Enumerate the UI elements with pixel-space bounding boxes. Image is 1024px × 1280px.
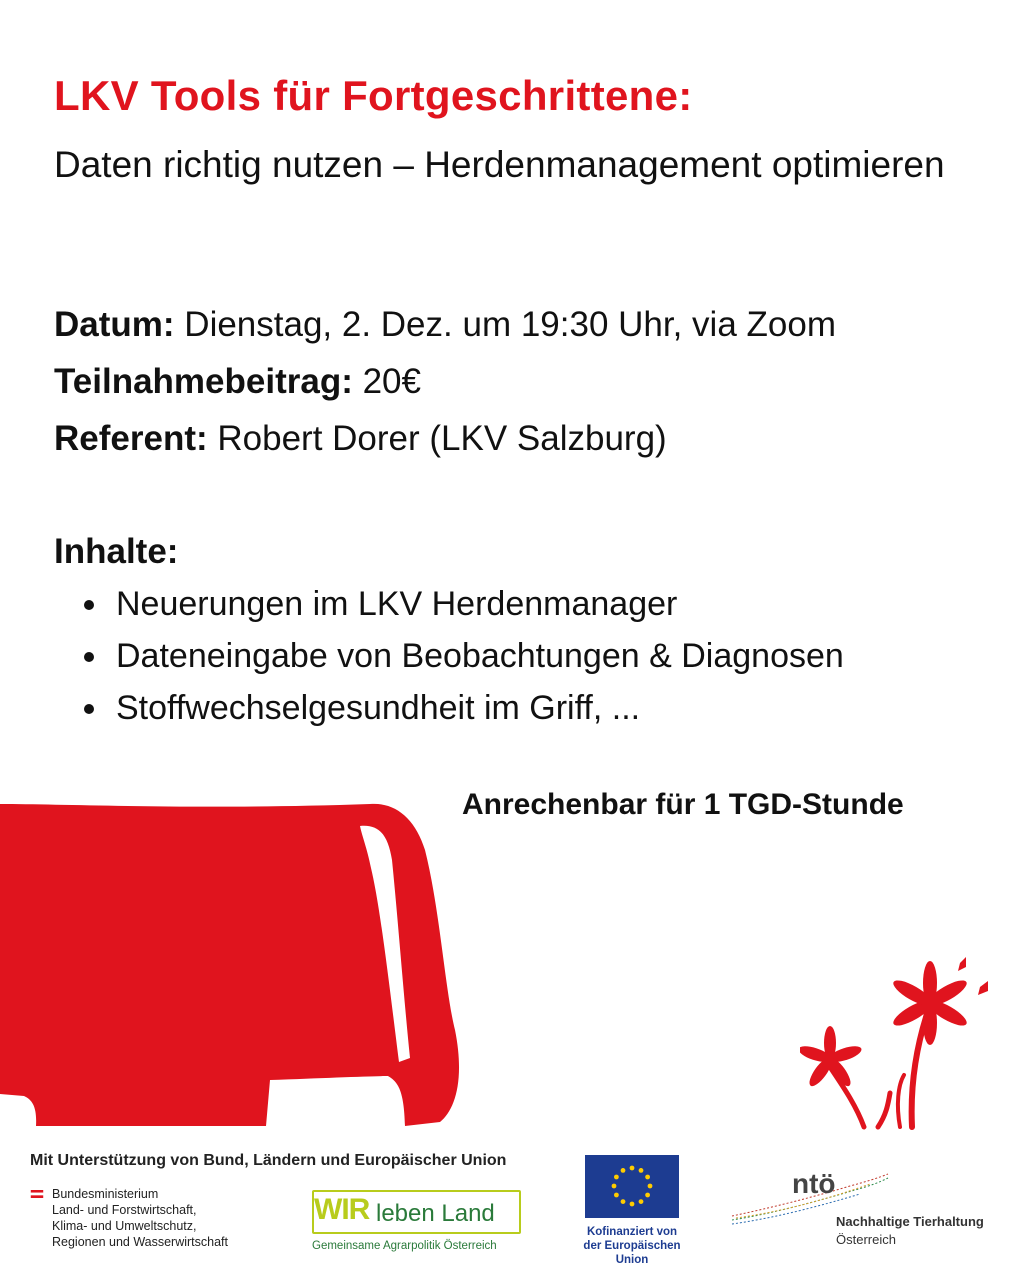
support-line: Mit Unterstützung von Bund, Ländern und Europäischer Union bbox=[30, 1152, 507, 1169]
date-line bbox=[54, 305, 836, 345]
speaker-label: Referent: bbox=[54, 419, 208, 458]
eu-flag-icon bbox=[585, 1155, 679, 1218]
cow-illustration bbox=[0, 790, 470, 1130]
austria-flag-icon bbox=[30, 1190, 44, 1198]
eu-caption: Kofinanziert von der Europäischen Union bbox=[583, 1226, 681, 1266]
list-item: Neuerungen im LKV Herdenmanager bbox=[80, 580, 844, 632]
fee-label: Teilnahmebeitrag: bbox=[54, 362, 353, 401]
wir-leben-land-logo bbox=[312, 1190, 527, 1260]
date-label: Datum: bbox=[54, 305, 175, 344]
fee-line bbox=[54, 362, 421, 402]
nto-logo bbox=[730, 1158, 1010, 1258]
flower-illustration bbox=[800, 955, 1000, 1130]
nto-country: Österreich bbox=[836, 1232, 896, 1247]
nto-tagline: Nachhaltige Tierhaltung bbox=[836, 1214, 984, 1229]
contents-heading: Inhalte: bbox=[54, 532, 179, 571]
ministry-line: Land- und Forstwirtschaft, bbox=[52, 1203, 197, 1217]
contents-list bbox=[80, 580, 844, 736]
wir-subtitle: Gemeinsame Agrarpolitik Österreich bbox=[312, 1240, 497, 1252]
ministry-line: Bundesministerium bbox=[52, 1187, 159, 1201]
credit-note: Anrechenbar für 1 TGD-Stunde bbox=[462, 788, 904, 821]
list-item: Dateneingabe von Beobachtungen & Diagnosen bbox=[80, 632, 844, 684]
fee-value: 20€ bbox=[352, 362, 421, 401]
wir-rest: leben Land bbox=[376, 1200, 495, 1227]
page-subtitle: Daten richtig nutzen – Herdenmanagement optimieren bbox=[54, 144, 945, 185]
nto-name: ntö bbox=[792, 1168, 836, 1199]
speaker-line bbox=[54, 419, 667, 459]
ministry-line: Klima- und Umweltschutz, bbox=[52, 1219, 197, 1233]
ministry-line: Regionen und Wasserwirtschaft bbox=[52, 1235, 229, 1249]
speaker-value: Robert Dorer (LKV Salzburg) bbox=[207, 419, 667, 458]
date-value: Dienstag, 2. Dez. um 19:30 Uhr, via Zoom bbox=[174, 305, 836, 344]
page-title: LKV Tools für Fortgeschrittene: bbox=[54, 72, 693, 119]
wir-word: WIR bbox=[314, 1193, 370, 1226]
list-item: Stoffwechselgesundheit im Griff, ... bbox=[80, 684, 844, 736]
